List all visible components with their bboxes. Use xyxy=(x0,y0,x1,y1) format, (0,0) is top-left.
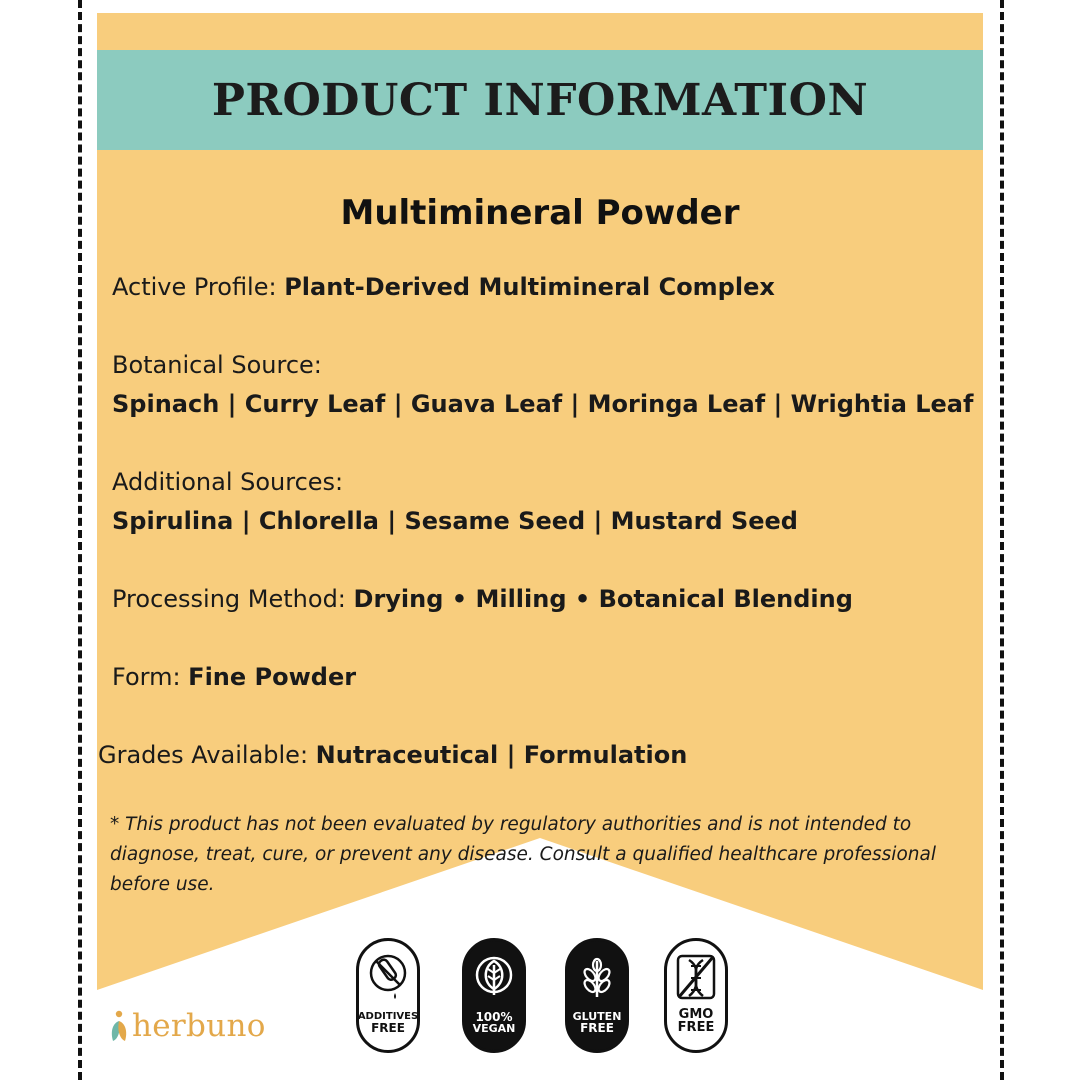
additives-free-badge xyxy=(356,938,420,1053)
vegan-badge xyxy=(462,938,526,1053)
botanical-source-value-text: Spinach | Curry Leaf | Guava Leaf | Moringa Leaf | Wrightia Leaf xyxy=(112,390,974,418)
additional-sources-value xyxy=(112,504,798,538)
gmo-free-label: GMO FREE xyxy=(677,1007,715,1035)
gluten-free-badge xyxy=(565,938,629,1053)
disclaimer-text: * This product has not been evaluated by regulatory authorities and is not intended to diagnose, treat, cure, or prevent any disease. Consult a qualified healthcare professional before use. xyxy=(110,814,936,895)
gluten-free-label: GLUTEN FREE xyxy=(572,1010,622,1035)
leaf-icon xyxy=(473,953,515,1003)
additional-sources-label: Additional Sources: xyxy=(112,468,344,496)
vegan-label: 100% VEGAN xyxy=(472,1010,516,1035)
brand-logo xyxy=(108,1008,266,1044)
form-value: Fine Powder xyxy=(188,663,357,691)
page-title: PRODUCT INFORMATION xyxy=(211,74,869,126)
active-profile-value: Plant-Derived Multimineral Complex xyxy=(284,273,775,301)
botanical-source-value xyxy=(112,387,973,421)
brand-leaf-icon xyxy=(108,1009,130,1043)
dna-icon xyxy=(675,953,717,1003)
brand-name: herbuno xyxy=(132,1008,266,1044)
processing-method-label: Processing Method: xyxy=(112,585,354,613)
additives-free-label: ADDITIVES FREE xyxy=(357,1011,419,1035)
form-row xyxy=(112,660,356,694)
processing-method-row xyxy=(112,582,853,616)
processing-method-value: Drying • Milling • Botanical Blending xyxy=(353,585,853,613)
product-name: Multimineral Powder xyxy=(340,193,740,233)
wheat-icon xyxy=(576,953,618,1003)
gmo-free-badge xyxy=(664,938,728,1053)
active-profile-label: Active Profile: xyxy=(112,273,285,301)
grades-value: Nutraceutical | Formulation xyxy=(315,741,688,769)
additional-sources-value-text: Spirulina | Chlorella | Sesame Seed | Mustard Seed xyxy=(112,507,798,535)
test-tube-icon xyxy=(367,953,409,1003)
form-label: Form: xyxy=(112,663,189,691)
grades-label: Grades Available: xyxy=(98,741,316,769)
grades-row xyxy=(98,738,687,772)
active-profile-row xyxy=(112,270,775,304)
botanical-source-label: Botanical Source: xyxy=(112,351,322,379)
title-band xyxy=(97,50,983,150)
